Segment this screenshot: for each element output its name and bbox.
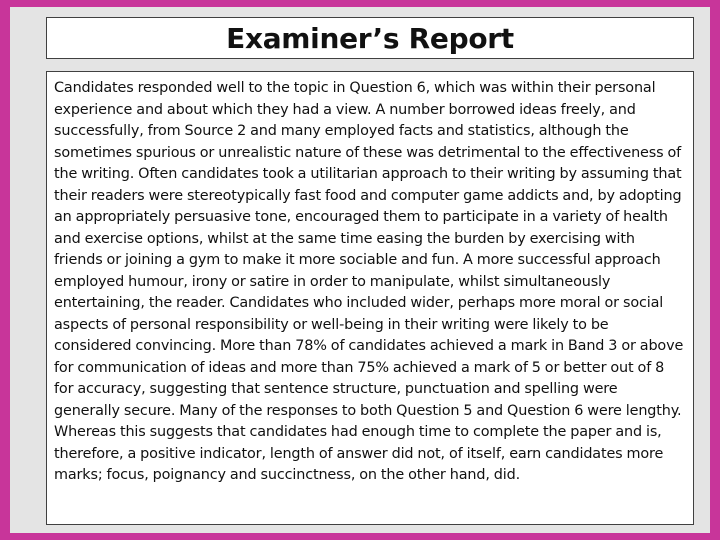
page-title: Examiner’s Report — [226, 21, 514, 55]
report-paragraph: Candidates responded well to the topic in Question 6, which was within their personal experience and about which they had a view. A number borrowed ideas freely, and successfully, from Source 2 and many employed facts and statistics, although the sometimes spurious or unrealistic nature of these was detrimental to the effectiveness of the writing. Often candidates took a utilitarian approach to their writing by assuming that their readers were stereotypically fast food and computer game addicts and, by adopting an appropriately persuasive tone, encouraged them to participate in a variety of health and exercise options, whilst at the same time easing the burden by exercising with friends or joining a gym to make it more sociable and fun. A more successful approach employed humour, irony or satire in order to manipulate, whilst simultaneously entertaining, the reader. Candidates who included wider, perhaps more moral or social aspects of personal responsibility or well-being in their writing were likely to be considered convincing. More than 78% of candidates achieved a mark in Band 3 or above for communication of ideas and more than 75% achieved a mark of 5 or better out of 8 for accuracy, suggesting that sentence structure, punctuation and spelling were generally secure. Many of the responses to both Question 5 and Question 6 were lengthy. Whereas this suggests that candidates had enough time to complete the paper and is, therefore, a positive indicator, length of answer did not, of itself, earn candidates more marks; focus, poignancy and succinctness, on the other hand, did. — [54, 80, 684, 483]
report-body-box — [46, 71, 694, 525]
slide-frame — [10, 7, 710, 533]
title-box — [46, 17, 694, 59]
